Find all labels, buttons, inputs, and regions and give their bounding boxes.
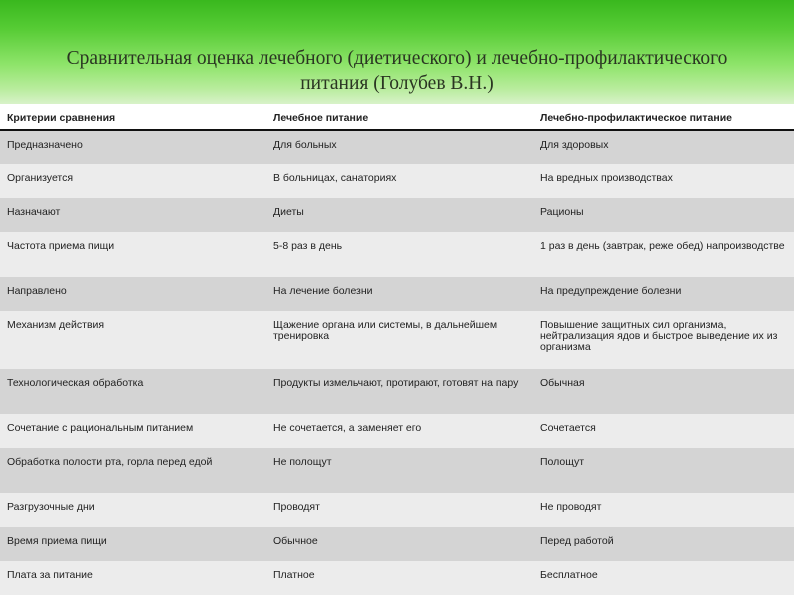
preventive-cell: 1 раз в день (завтрак, реже обед) напроизводстве	[533, 232, 794, 277]
criteria-cell: Время приема пищи	[0, 527, 266, 561]
header-preventive-nutrition: Лечебно-профилактическое питание	[533, 104, 794, 130]
preventive-cell: Рационы	[533, 198, 794, 232]
table-header-row	[0, 104, 794, 130]
therapeutic-cell: 5-8 раз в день	[266, 232, 533, 277]
criteria-cell: Организуется	[0, 164, 266, 198]
header-therapeutic-nutrition: Лечебное питание	[266, 104, 533, 130]
page-title-line-1: Сравнительная оценка лечебного (диетического) и лечебно-профилактического	[66, 48, 728, 69]
page-title	[0, 46, 794, 96]
preventive-cell: Повышение защитных сил организма, нейтрализация ядов и быстрое выведение их из организма	[533, 311, 794, 369]
therapeutic-cell: Диеты	[266, 198, 533, 232]
therapeutic-cell: В больницах, санаториях	[266, 164, 533, 198]
criteria-cell: Технологическая обработка	[0, 369, 266, 414]
criteria-cell: Назначают	[0, 198, 266, 232]
criteria-cell: Обработка полости рта, горла перед едой	[0, 448, 266, 493]
criteria-cell: Направлено	[0, 277, 266, 311]
therapeutic-cell: Платное	[266, 561, 533, 595]
preventive-cell: Перед работой	[533, 527, 794, 561]
title-banner	[0, 0, 794, 104]
therapeutic-cell: Щажение органа или системы, в дальнейшем тренировка	[266, 311, 533, 369]
page-title-line-2: питания (Голубев В.Н.)	[300, 73, 494, 94]
preventive-cell: Не проводят	[533, 493, 794, 527]
criteria-cell: Предназначено	[0, 130, 266, 164]
table-row	[0, 527, 794, 561]
therapeutic-cell: Продукты измельчают, протирают, готовят на пару	[266, 369, 533, 414]
table-row	[0, 414, 794, 448]
therapeutic-cell: Не сочетается, а заменяет его	[266, 414, 533, 448]
preventive-cell: Обычная	[533, 369, 794, 414]
preventive-cell: Полощут	[533, 448, 794, 493]
criteria-cell: Сочетание с рациональным питанием	[0, 414, 266, 448]
table-row	[0, 198, 794, 232]
table-row	[0, 493, 794, 527]
comparison-table	[0, 104, 794, 595]
table-row	[0, 561, 794, 595]
table-row	[0, 369, 794, 414]
therapeutic-cell: На лечение болезни	[266, 277, 533, 311]
table-row	[0, 232, 794, 277]
preventive-cell: На предупреждение болезни	[533, 277, 794, 311]
criteria-cell: Частота приема пищи	[0, 232, 266, 277]
preventive-cell: На вредных производствах	[533, 164, 794, 198]
criteria-cell: Разгрузочные дни	[0, 493, 266, 527]
criteria-cell: Механизм действия	[0, 311, 266, 369]
table-row	[0, 164, 794, 198]
preventive-cell: Бесплатное	[533, 561, 794, 595]
therapeutic-cell: Проводят	[266, 493, 533, 527]
header-criteria: Критерии сравнения	[0, 104, 266, 130]
preventive-cell: Для здоровых	[533, 130, 794, 164]
table-row	[0, 277, 794, 311]
therapeutic-cell: Обычное	[266, 527, 533, 561]
preventive-cell: Сочетается	[533, 414, 794, 448]
table-row	[0, 130, 794, 164]
table-row	[0, 311, 794, 369]
criteria-cell: Плата за питание	[0, 561, 266, 595]
therapeutic-cell: Не полощут	[266, 448, 533, 493]
therapeutic-cell: Для больных	[266, 130, 533, 164]
table-row	[0, 448, 794, 493]
